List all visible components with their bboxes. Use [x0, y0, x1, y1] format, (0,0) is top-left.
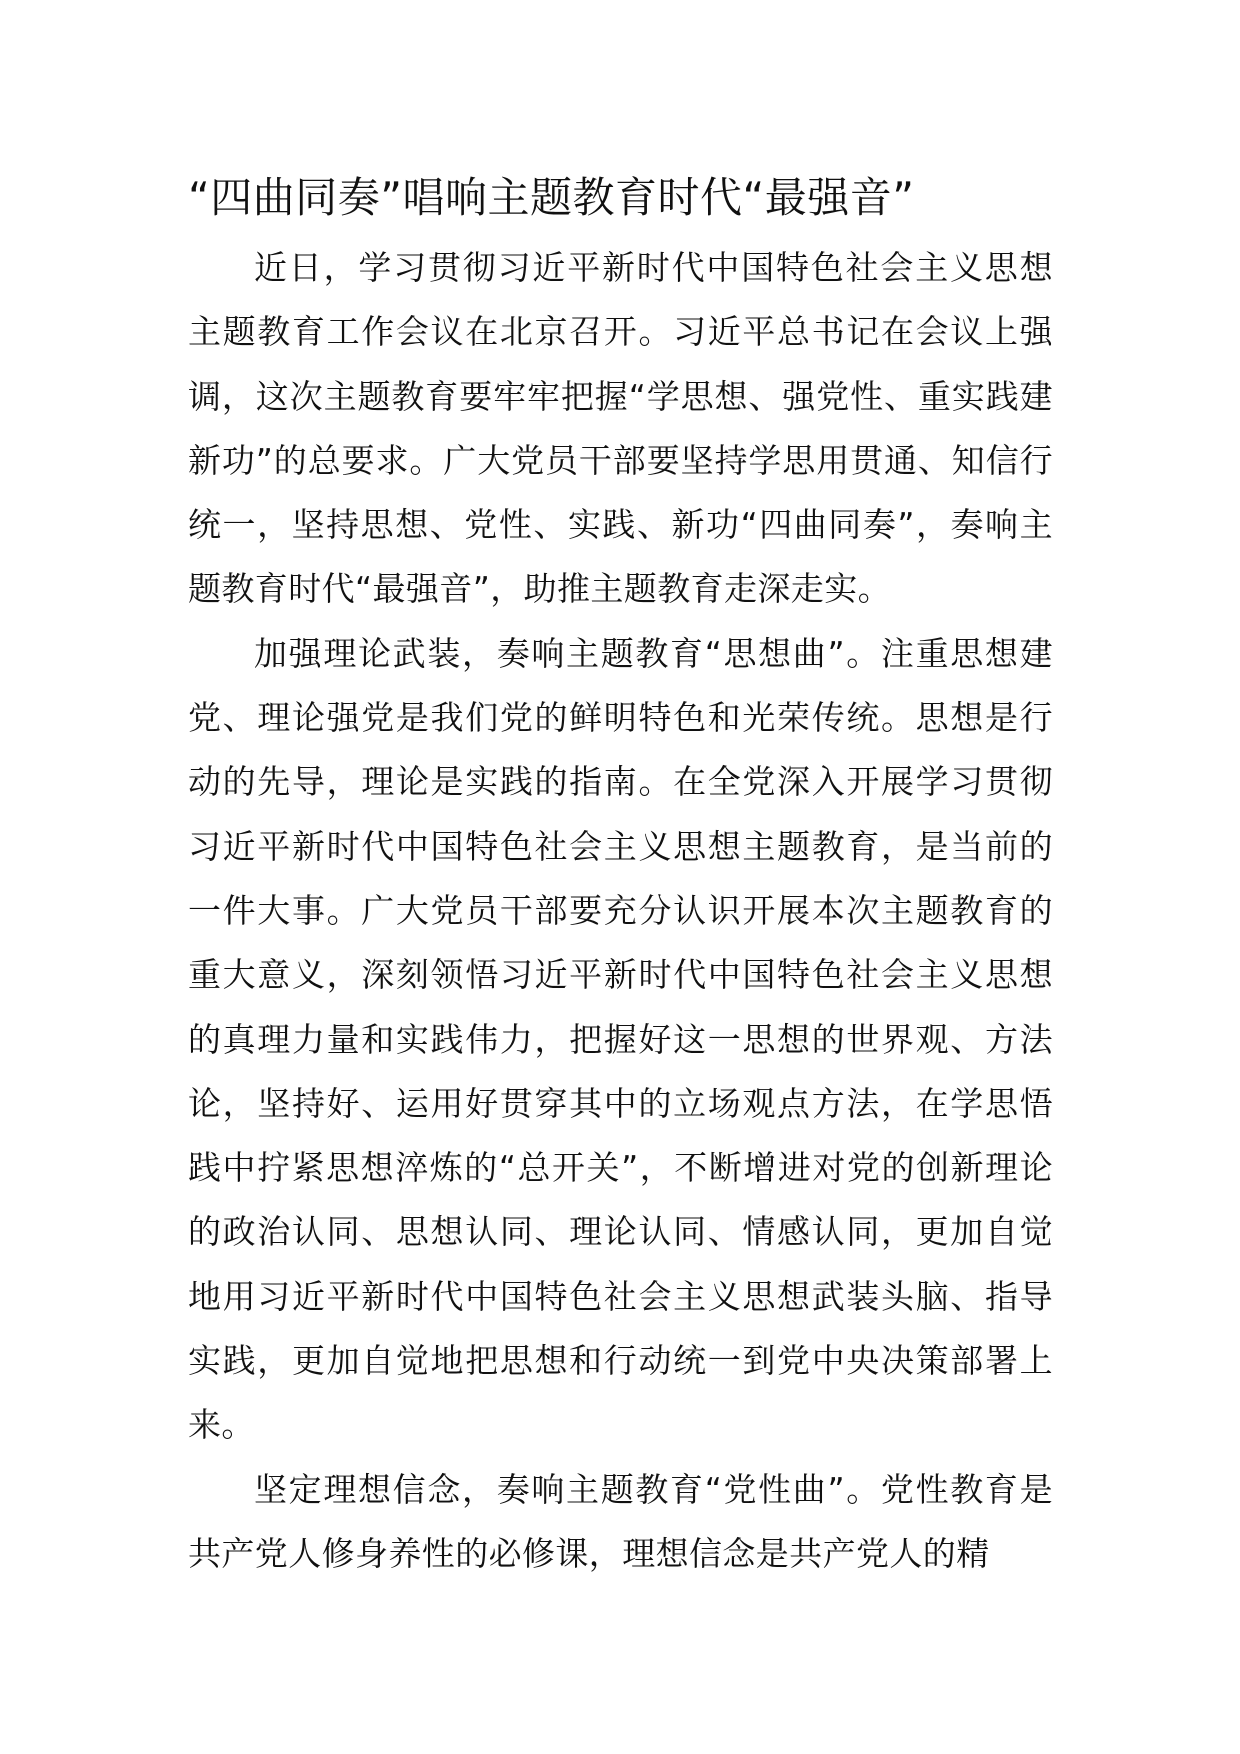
article-body — [188, 160, 1053, 1586]
paragraph-theory: 加强理论武装，奏响主题教育“思想曲”。注重思想建党、理论强党是我们党的鲜明特色和光荣传统。思想是行动的先导，理论是实践的指南。在全党深入开展学习贯彻习近平新时代中国特色社会主义思想主题教育，是当前的一件大事。广大党员干部要充分认识开展本次主题教育的重大意义，深刻领悟习近平新时代中国特色社会主义思想的真理力量和实践伟力，把握好这一思想的世界观、方法论，坚持好、运用好贯穿其中的立场观点方法，在学思悟践中拧紧思想淬炼的“总开关”，不断增进对党的创新理论的政治认同、思想认同、理论认同、情感认同，更加自觉地用习近平新时代中国特色社会主义思想武装头脑、指导实践，更加自觉地把思想和行动统一到党中央决策部署上来。 — [188, 633, 1053, 1445]
article-title: “四曲同奏”唱响主题教育时代“最强音” — [188, 173, 915, 222]
paragraph-intro: 近日，学习贯彻习近平新时代中国特色社会主义思想主题教育工作会议在北京召开。习近平总书记在会议上强调，这次主题教育要牢牢把握“学思想、强党性、重实践建新功”的总要求。广大党员干部要坚持学思用贯通、知信行统一，坚持思想、党性、实践、新功“四曲同奏”，奏响主题教育时代“最强音”，助推主题教育走深走实。 — [188, 248, 1053, 609]
paragraph-party-spirit: 坚定理想信念，奏响主题教育“党性曲”。党性教育是共产党人修身养性的必修课，理想信念是共产党人的精 — [188, 1469, 1053, 1573]
